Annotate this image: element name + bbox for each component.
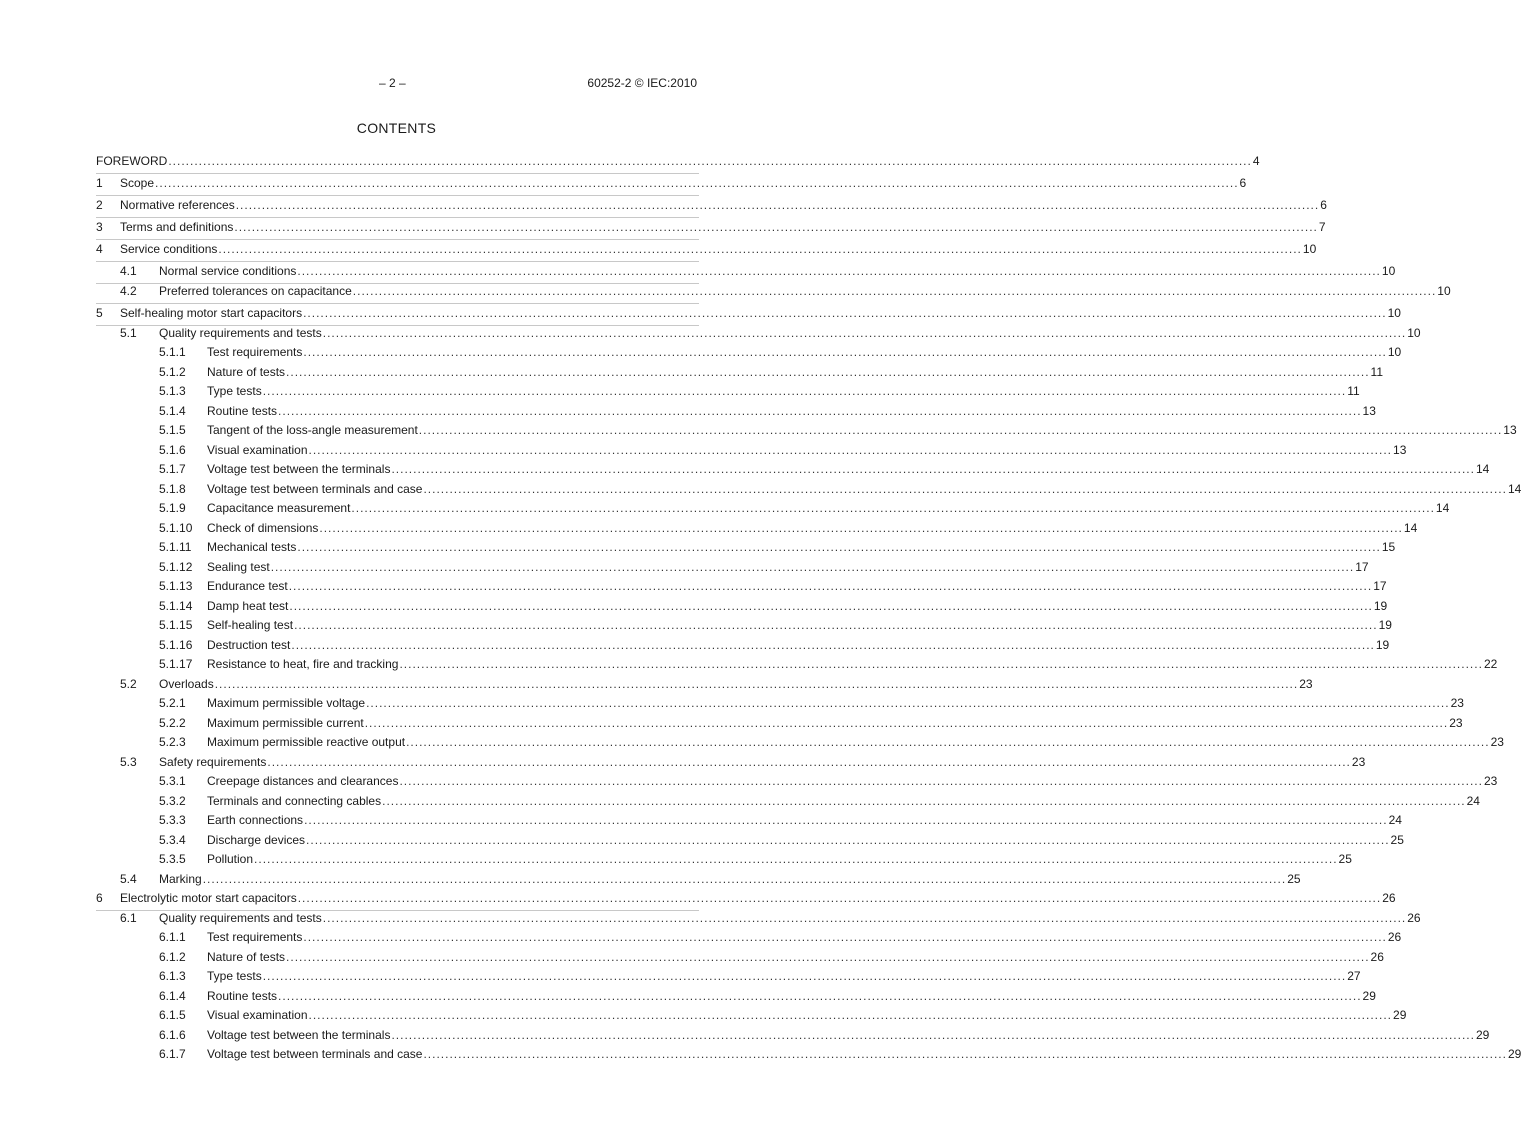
toc-entry-number: 6.1.7 (159, 1047, 186, 1061)
toc-entry[interactable] (96, 850, 1352, 870)
toc-entry-number: 6.1.5 (159, 1008, 186, 1022)
toc-entry-page: 19 (1378, 618, 1392, 632)
dot-leader: .......................................................................................................................................................................................................................................................... (303, 345, 1387, 359)
toc-entry-page: 19 (1373, 598, 1388, 613)
toc-entry[interactable] (96, 302, 1401, 324)
dot-leader: .......................................................................................................................................................................................................................................................... (168, 154, 1252, 168)
toc-entry[interactable] (96, 282, 1451, 302)
toc-entry-page: 27 (1347, 969, 1361, 983)
toc-entry-title: Damp heat test (207, 598, 289, 613)
dot-leader: .......................................................................................................................................................................................................................................................... (303, 305, 1387, 320)
toc-entry[interactable] (96, 558, 1369, 578)
toc-entry-title: FOREWORD (96, 154, 168, 168)
toc-entry-page: 22 (1483, 657, 1498, 671)
toc-entry-page: 14 (1507, 481, 1521, 496)
toc-entry-number: 6.1.2 (159, 949, 186, 964)
dot-leader: .......................................................................................................................................................................................................................................................... (202, 871, 1287, 886)
toc-entry-page: 15 (1381, 540, 1396, 554)
toc-entry-number: 5.2 (120, 676, 137, 691)
toc-entry-title: Nature of tests (207, 949, 286, 964)
dot-leader: .......................................................................................................................................................................................................................................................... (306, 832, 1390, 847)
toc-entry[interactable] (96, 909, 1421, 929)
toc-entry[interactable] (96, 831, 1404, 851)
toc-entry-number: 5.1.7 (159, 462, 186, 476)
toc-entry-number: 5.3.2 (159, 793, 186, 808)
dot-leader: .......................................................................................................................................................................................................................................................... (304, 813, 1388, 827)
dot-leader: .......................................................................................................................................................................................................................................................... (267, 754, 1351, 769)
toc-entry-title: Pollution (207, 852, 254, 866)
toc-entry[interactable] (96, 967, 1361, 987)
toc-entry-page: 11 (1347, 384, 1360, 398)
toc-entry[interactable] (96, 616, 1392, 636)
toc-entry[interactable] (96, 1006, 1407, 1026)
toc-entry-number: 5.2.1 (159, 696, 186, 710)
toc-entry-page: 13 (1503, 423, 1517, 437)
toc-entry[interactable] (96, 260, 1396, 282)
toc-entry-page: 19 (1375, 637, 1390, 652)
dot-leader: .......................................................................................................................................................................................................................................................... (214, 676, 1299, 691)
toc-entry-title: Routine tests (207, 988, 278, 1003)
toc-entry-title: Visual examination (207, 1008, 308, 1022)
dot-leader: .......................................................................................................................................................................................................................................................... (303, 930, 1387, 944)
toc-entry-title: Marking (159, 871, 202, 886)
toc-entry-page: 23 (1449, 715, 1463, 730)
toc-entry-number: 5.1.12 (159, 559, 193, 574)
toc-entry-page: 14 (1475, 462, 1490, 476)
toc-entry-page: 23 (1490, 735, 1504, 749)
toc-entry-title: Self-healing test (207, 618, 294, 632)
dot-leader: .......................................................................................................................................................................................................................................................... (294, 618, 1378, 632)
toc-entry-number: 5.3 (120, 754, 137, 769)
toc-entry-title: Endurance test (207, 579, 288, 593)
toc-entry-title: Normative references (120, 198, 235, 212)
toc-entry[interactable] (96, 382, 1360, 402)
dot-leader: .......................................................................................................................................................................................................................................................... (308, 442, 1393, 457)
toc-entry-number: 4 (96, 242, 103, 256)
toc-entry-page: 14 (1403, 520, 1418, 535)
toc-entry-number: 6.1 (120, 910, 137, 925)
dot-leader: .......................................................................................................................................................................................................................................................... (406, 735, 1490, 749)
toc-entry-page: 11 (1370, 364, 1384, 379)
toc-entry-title: Resistance to heat, fire and tracking (207, 657, 399, 671)
toc-entry-page: 10 (1387, 345, 1402, 359)
toc-entry-title: Quality requirements and tests (159, 910, 322, 925)
toc-entry-page: 23 (1351, 754, 1366, 769)
dot-leader: .......................................................................................................................................................................................................................................................... (322, 325, 1407, 340)
toc-entry-number: 5.3.3 (159, 813, 186, 827)
toc-entry[interactable] (96, 889, 1396, 909)
dot-leader: .......................................................................................................................................................................................................................................................... (286, 364, 1370, 379)
toc-entry-number: 5.4 (120, 871, 137, 886)
toc-entry-title: Maximum permissible voltage (207, 696, 366, 710)
dot-leader: .......................................................................................................................................................................................................................................................... (399, 774, 1483, 788)
dot-leader: .......................................................................................................................................................................................................................................................... (278, 988, 1362, 1003)
dot-leader: .......................................................................................................................................................................................................................................................... (364, 715, 1449, 730)
toc-entry-number: 5.1.17 (159, 657, 193, 671)
toc-entry-title: Overloads (159, 676, 214, 691)
toc-entry[interactable] (96, 577, 1387, 597)
toc-entry[interactable] (96, 441, 1407, 461)
toc-entry-title: Preferred tolerances on capacitance (159, 284, 352, 298)
toc-entry[interactable] (96, 460, 1490, 480)
toc-entry[interactable] (96, 480, 1521, 500)
toc-entry-number: 3 (96, 220, 103, 234)
toc-entry-title: Voltage test between terminals and case (207, 1047, 423, 1061)
toc-entry-title: Tangent of the loss-angle measurement (207, 423, 418, 437)
toc-entry-title: Maximum permissible current (207, 715, 364, 730)
toc-entry-title: Discharge devices (207, 832, 306, 847)
toc-entry-page: 29 (1507, 1047, 1521, 1061)
toc-entry[interactable] (96, 675, 1313, 695)
toc-entry-number: 5.3.1 (159, 774, 186, 788)
toc-entry-page: 6 (1239, 176, 1247, 190)
dot-leader: .......................................................................................................................................................................................................................................................... (254, 852, 1338, 866)
toc-entry-number: 5.1.5 (159, 423, 186, 437)
toc-entry-number: 5.1.15 (159, 618, 193, 632)
dot-leader: .......................................................................................................................................................................................................................................................... (262, 969, 1347, 983)
toc-entry[interactable] (96, 324, 1421, 344)
toc-entry[interactable] (96, 655, 1498, 675)
toc-entry-page: 29 (1393, 1008, 1407, 1022)
toc-entry-number: 4.1 (120, 264, 137, 278)
toc-entry-page: 26 (1387, 930, 1402, 944)
toc-entry[interactable] (96, 870, 1301, 890)
toc-entry-title: Voltage test between the terminals (207, 462, 391, 476)
toc-entry-number: 5.2.3 (159, 735, 186, 749)
toc-entry[interactable] (96, 238, 1317, 260)
dot-leader: .......................................................................................................................................................................................................................................................... (399, 657, 1483, 671)
toc-entry-title: Voltage test between terminals and case (207, 481, 423, 496)
toc-entry[interactable] (96, 519, 1418, 539)
toc-entry-number: 5.1.10 (159, 520, 193, 535)
toc-entry-title: Terms and definitions (120, 220, 234, 234)
toc-entry[interactable] (96, 1026, 1490, 1046)
toc-entry-title: Sealing test (207, 559, 270, 574)
toc-entry[interactable] (96, 811, 1402, 831)
toc-entry-title: Quality requirements and tests (159, 325, 322, 340)
toc-entry-number: 6.1.4 (159, 988, 186, 1003)
toc-entry-number: 5.3.4 (159, 832, 186, 847)
toc-entry-page: 24 (1466, 793, 1480, 808)
toc-entry-number: 1 (96, 176, 103, 190)
toc-entry-number: 5.1.1 (159, 345, 186, 359)
toc-entry-number: 5.1.6 (159, 442, 186, 457)
toc-entry[interactable] (96, 928, 1402, 948)
toc-entry-page: 13 (1393, 442, 1407, 457)
toc-entry-number: 2 (96, 198, 103, 212)
dot-leader: .......................................................................................................................................................................................................................................................... (297, 264, 1381, 278)
dot-leader: .......................................................................................................................................................................................................................................................... (234, 220, 1318, 234)
dot-leader: .......................................................................................................................................................................................................................................................... (391, 1027, 1475, 1042)
toc-entry[interactable] (96, 733, 1504, 753)
dot-leader: .......................................................................................................................................................................................................................................................... (286, 949, 1370, 964)
toc-entry-page: 14 (1435, 501, 1450, 515)
dot-leader: .......................................................................................................................................................................................................................................................... (391, 462, 1475, 476)
toc-entry-page: 29 (1475, 1027, 1490, 1042)
toc-entry[interactable] (96, 714, 1463, 734)
toc-entry-title: Terminals and connecting cables (207, 793, 382, 808)
toc-entry-number: 6.1.6 (159, 1027, 186, 1042)
toc-entry-title: Test requirements (207, 345, 303, 359)
dot-leader: .......................................................................................................................................................................................................................................................... (288, 579, 1373, 593)
toc-entry-title: Routine tests (207, 403, 278, 418)
toc-entry-page: 6 (1320, 198, 1327, 212)
toc-entry-number: 4.2 (120, 284, 137, 298)
toc-entry-title: Test requirements (207, 930, 303, 944)
toc-entry-title: Service conditions (120, 242, 218, 256)
toc-entry-number: 5.1.4 (159, 403, 186, 418)
toc-entry-page: 23 (1450, 696, 1464, 710)
dot-leader: .......................................................................................................................................................................................................................................................... (155, 176, 1239, 190)
toc-entry[interactable] (96, 363, 1384, 383)
toc-entry-number: 5.2.2 (159, 715, 186, 730)
toc-entry-title: Scope (120, 176, 155, 190)
toc-entry-number: 5.3.5 (159, 852, 186, 866)
dot-leader: .......................................................................................................................................................................................................................................................... (351, 501, 1435, 515)
toc-entry-page: 25 (1338, 852, 1352, 866)
toc-entry-number: 6.1.3 (159, 969, 186, 983)
toc-entry-title: Electrolytic motor start capacitors (120, 891, 297, 905)
toc-entry-page: 10 (1302, 242, 1317, 256)
dot-leader: .......................................................................................................................................................................................................................................................... (270, 559, 1355, 574)
table-of-contents (96, 150, 1521, 1065)
toc-entry-title: Check of dimensions (207, 520, 319, 535)
toc-entry-title: Type tests (207, 969, 262, 983)
toc-entry-page: 10 (1381, 264, 1396, 278)
toc-entry[interactable] (96, 402, 1376, 422)
toc-entry[interactable] (96, 694, 1464, 714)
toc-entry-page: 4 (1252, 154, 1260, 168)
page-header (0, 76, 793, 92)
dot-leader: .......................................................................................................................................................................................................................................................... (291, 637, 1375, 652)
dot-leader: .......................................................................................................................................................................................................................................................... (235, 198, 1320, 212)
toc-entry-title: Creepage distances and clearances (207, 774, 399, 788)
dot-leader: .......................................................................................................................................................................................................................................................... (352, 284, 1437, 298)
toc-entry[interactable] (96, 753, 1366, 773)
document-reference: 60252-2 © IEC:2010 (587, 76, 697, 90)
toc-entry[interactable] (96, 636, 1390, 656)
toc-entry-title: Nature of tests (207, 364, 286, 379)
toc-entry-title: Mechanical tests (207, 540, 297, 554)
toc-entry-number: 5.1.11 (159, 540, 192, 554)
toc-entry-title: Earth connections (207, 813, 304, 827)
toc-entry-title: Safety requirements (159, 754, 267, 769)
dot-leader: .......................................................................................................................................................................................................................................................... (322, 910, 1407, 925)
toc-entry-number: 6 (96, 891, 103, 905)
toc-entry-number: 5.1.3 (159, 384, 186, 398)
toc-entry[interactable] (96, 421, 1517, 441)
toc-entry-page: 10 (1387, 305, 1401, 320)
page-number: – 2 – (379, 76, 406, 90)
dot-leader: .......................................................................................................................................................................................................................................................... (262, 384, 1347, 398)
toc-entry-page: 26 (1407, 910, 1421, 925)
toc-entry-number: 5.1 (120, 325, 137, 340)
toc-title: CONTENTS (356, 120, 437, 136)
dot-leader: .......................................................................................................................................................................................................................................................... (297, 540, 1381, 554)
dot-leader: .......................................................................................................................................................................................................................................................... (423, 1047, 1507, 1061)
dot-leader: .......................................................................................................................................................................................................................................................... (218, 242, 1302, 256)
toc-entry-page: 7 (1318, 220, 1326, 234)
toc-entry-page: 29 (1362, 988, 1376, 1003)
toc-entry[interactable] (96, 948, 1384, 968)
dot-leader: .......................................................................................................................................................................................................................................................... (297, 891, 1382, 905)
toc-entry-number: 5.1.16 (159, 637, 193, 652)
toc-entry-number: 6.1.1 (159, 930, 186, 944)
toc-entry-number: 5.1.8 (159, 481, 186, 496)
toc-entry-page: 26 (1382, 891, 1396, 905)
toc-entry-title: Capacitance measurement (207, 501, 351, 515)
toc-entry-page: 23 (1483, 774, 1498, 788)
toc-entry-title: Maximum permissible reactive output (207, 735, 406, 749)
toc-entry-number: 5.1.9 (159, 501, 186, 515)
toc-entry-page: 24 (1388, 813, 1402, 827)
dot-leader: .......................................................................................................................................................................................................................................................... (319, 520, 1403, 535)
dot-leader: .......................................................................................................................................................................................................................................................... (289, 598, 1373, 613)
dot-leader: .......................................................................................................................................................................................................................................................... (382, 793, 1466, 808)
toc-entry-number: 5.1.14 (159, 598, 193, 613)
toc-entry[interactable] (96, 216, 1326, 238)
dot-leader: .......................................................................................................................................................................................................................................................... (308, 1008, 1393, 1022)
toc-entry-page: 26 (1370, 949, 1384, 964)
toc-entry[interactable] (96, 150, 1260, 172)
toc-entry[interactable] (96, 343, 1402, 363)
toc-entry[interactable] (96, 772, 1498, 792)
toc-entry[interactable] (96, 597, 1388, 617)
toc-entry-page: 25 (1287, 871, 1301, 886)
toc-entry[interactable] (96, 538, 1396, 558)
dot-leader: .......................................................................................................................................................................................................................................................... (418, 423, 1503, 437)
dot-leader: .......................................................................................................................................................................................................................................................... (278, 403, 1362, 418)
toc-entry-number: 5 (96, 305, 103, 320)
toc-entry-title: Type tests (207, 384, 262, 398)
toc-entry-page: 23 (1299, 676, 1313, 691)
toc-entry[interactable] (96, 499, 1450, 519)
toc-entry[interactable] (96, 194, 1327, 216)
toc-entry-page: 13 (1362, 403, 1376, 418)
toc-entry-page: 10 (1437, 284, 1451, 298)
toc-entry[interactable] (96, 792, 1480, 812)
toc-entry-page: 25 (1390, 832, 1404, 847)
toc-entry-number: 5.1.2 (159, 364, 186, 379)
toc-entry-title: Visual examination (207, 442, 308, 457)
toc-entry[interactable] (96, 172, 1247, 194)
toc-entry-title: Self-healing motor start capacitors (120, 305, 303, 320)
toc-entry-title: Normal service conditions (159, 264, 297, 278)
toc-entry-title: Destruction test (207, 637, 291, 652)
toc-entry-page: 17 (1355, 559, 1369, 574)
toc-entry-page: 10 (1407, 325, 1421, 340)
toc-entry[interactable] (96, 987, 1376, 1007)
toc-entry[interactable] (96, 1045, 1521, 1065)
toc-entry-title: Voltage test between the terminals (207, 1027, 391, 1042)
toc-entry-number: 5.1.13 (159, 579, 193, 593)
toc-entry-page: 17 (1373, 579, 1387, 593)
dot-leader: .......................................................................................................................................................................................................................................................... (423, 481, 1507, 496)
dot-leader: .......................................................................................................................................................................................................................................................... (366, 696, 1450, 710)
